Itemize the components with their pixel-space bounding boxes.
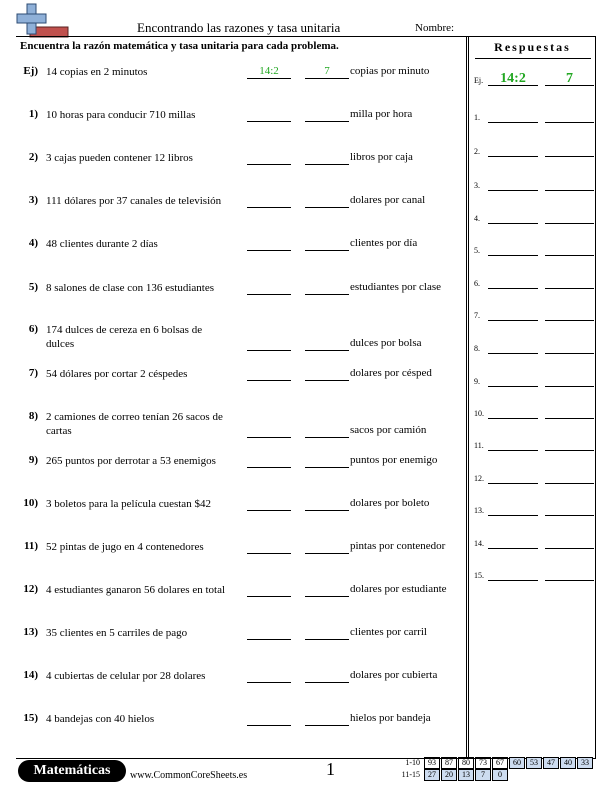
problem-number: 11) — [23, 540, 38, 552]
score-cell: 47 — [543, 757, 559, 769]
answer-ratio-blank[interactable] — [488, 339, 538, 354]
answer-row — [474, 209, 594, 229]
score-cell: 0 — [492, 769, 508, 781]
answer-number: 5. — [474, 246, 480, 255]
problem-number: 15) — [23, 712, 38, 724]
answer-rate-blank[interactable] — [545, 176, 594, 191]
unit-label: sacos por camión — [350, 424, 427, 436]
rate-blank[interactable] — [305, 281, 349, 295]
answer-number: 12. — [474, 474, 484, 483]
answer-number: 13. — [474, 506, 484, 515]
problem-number: 3) — [28, 194, 38, 206]
answer-rate-blank[interactable]: 7 — [545, 71, 594, 86]
answer-number: 14. — [474, 539, 484, 548]
ratio-blank[interactable] — [247, 497, 291, 511]
problem-row — [16, 454, 466, 494]
answer-rate-blank[interactable] — [545, 339, 594, 354]
ratio-blank[interactable] — [247, 151, 291, 165]
problem-text: 111 dólares por 37 canales de televisión — [46, 195, 222, 207]
answer-row — [474, 566, 594, 586]
ratio-blank[interactable] — [247, 237, 291, 251]
answer-row — [474, 176, 594, 196]
problem-row — [16, 65, 466, 105]
answer-rate-blank[interactable] — [545, 108, 594, 123]
problem-row — [16, 410, 466, 450]
problem-text: 8 salones de clase con 136 estudiantes — [46, 282, 215, 294]
unit-label: clientes por día — [350, 237, 418, 249]
unit-label: dolares por canal — [350, 194, 426, 206]
rate-blank[interactable] — [305, 367, 349, 381]
score-cell: 53 — [526, 757, 542, 769]
score-cell: 20 — [441, 769, 457, 781]
answer-row — [474, 241, 594, 261]
unit-label: estudiantes por clase — [350, 281, 442, 293]
ratio-blank[interactable] — [247, 194, 291, 208]
rate-blank[interactable] — [305, 540, 349, 554]
unit-label: copias por minuto — [350, 65, 430, 77]
score-row-label: 11-15 — [401, 770, 420, 779]
problem-text: 35 clientes en 5 carriles de pago — [46, 627, 188, 639]
rate-blank[interactable] — [305, 424, 349, 438]
answer-row — [474, 404, 594, 424]
unit-label: milla por hora — [350, 108, 413, 120]
rate-blank[interactable] — [305, 454, 349, 468]
unit-label: puntos por enemigo — [350, 454, 438, 466]
answer-ratio-blank[interactable] — [488, 566, 538, 581]
problem-row — [16, 540, 466, 580]
answer-rate-blank[interactable] — [545, 142, 594, 157]
answer-number: 6. — [474, 279, 480, 288]
ratio-blank[interactable] — [247, 454, 291, 468]
answer-ratio-blank[interactable] — [488, 372, 538, 387]
answer-number: 7. — [474, 311, 480, 320]
problem-number: 10) — [23, 497, 38, 509]
answer-ratio-blank[interactable]: 14:2 — [488, 71, 538, 86]
answer-rate-blank[interactable] — [545, 501, 594, 516]
problem-number: 8) — [28, 410, 38, 422]
answer-row — [474, 108, 594, 128]
answer-rate-blank[interactable] — [545, 469, 594, 484]
answer-ratio-blank[interactable] — [488, 209, 538, 224]
answer-number: Ej. — [474, 76, 484, 85]
unit-label: dolares por césped — [350, 367, 432, 379]
answer-ratio-blank[interactable] — [488, 436, 538, 451]
answer-number: 15. — [474, 571, 484, 580]
problem-text: 4 estudiantes ganaron 56 dolares en total — [46, 584, 226, 596]
ratio-blank[interactable] — [247, 367, 291, 381]
answer-ratio-blank[interactable] — [488, 404, 538, 419]
problem-text: 10 horas para conducir 710 millas — [46, 109, 196, 121]
answer-row — [474, 372, 594, 392]
answer-ratio-blank[interactable] — [488, 274, 538, 289]
unit-label: dolares por estudiante — [350, 583, 447, 595]
brand-badge: Matemáticas — [18, 760, 126, 782]
unit-label: clientes por carril — [350, 626, 427, 638]
answer-row — [474, 142, 594, 162]
rate-blank[interactable]: 7 — [305, 65, 349, 79]
answer-rate-blank[interactable] — [545, 534, 594, 549]
ratio-blank[interactable]: 14:2 — [247, 65, 291, 79]
answer-heading: Respuestas — [494, 40, 571, 54]
score-cell: 73 — [475, 757, 491, 769]
worksheet-title: Encontrando las razones y tasa unitaria — [137, 20, 341, 35]
score-cell: 67 — [492, 757, 508, 769]
answer-rate-blank[interactable] — [545, 209, 594, 224]
answer-ratio-blank[interactable] — [488, 142, 538, 157]
answer-number: 2. — [474, 147, 480, 156]
problem-row — [16, 712, 466, 752]
answer-row — [474, 469, 594, 489]
score-cell: 13 — [458, 769, 474, 781]
answer-rate-blank[interactable] — [545, 372, 594, 387]
problem-text: 48 clientes durante 2 días — [46, 238, 158, 250]
ratio-blank[interactable] — [247, 337, 291, 351]
unit-label: hielos por bandeja — [350, 712, 431, 724]
problem-text: 174 dulces de cereza en 6 bolsas de dulces — [46, 324, 203, 350]
problem-row — [16, 108, 466, 148]
answer-rate-blank[interactable] — [545, 436, 594, 451]
answer-heading-underline — [475, 58, 591, 59]
score-cell: 87 — [441, 757, 457, 769]
answer-rate-blank[interactable] — [545, 241, 594, 256]
answer-number: 1. — [474, 113, 480, 122]
ratio-blank[interactable] — [247, 108, 291, 122]
rate-blank[interactable] — [305, 237, 349, 251]
rate-blank[interactable] — [305, 583, 349, 597]
problem-text: 2 camiones de correo tenían 26 sacos de cartas — [46, 411, 223, 437]
answer-ratio-blank[interactable] — [488, 241, 538, 256]
rate-blank[interactable] — [305, 712, 349, 726]
answer-row — [474, 501, 594, 521]
ratio-blank[interactable] — [247, 626, 291, 640]
problem-number: 9) — [28, 454, 38, 466]
unit-label: dulces por bolsa — [350, 337, 422, 349]
problem-text: 3 cajas pueden contener 12 libros — [46, 152, 193, 164]
ratio-blank[interactable] — [247, 712, 291, 726]
answer-rate-blank[interactable] — [545, 566, 594, 581]
answer-ratio-blank[interactable] — [488, 306, 538, 321]
problem-number: 1) — [28, 108, 38, 120]
rate-blank[interactable] — [305, 669, 349, 683]
problem-row — [16, 194, 466, 234]
problem-number: 2) — [28, 151, 38, 163]
problem-number: 14) — [23, 669, 38, 681]
problem-number: 5) — [28, 281, 38, 293]
problem-number: 13) — [23, 626, 38, 638]
answer-number: 3. — [474, 181, 480, 190]
answer-row — [474, 339, 594, 359]
problem-number: 6) — [28, 323, 38, 335]
answer-number: 10. — [474, 409, 484, 418]
unit-label: dolares por cubierta — [350, 669, 438, 681]
ratio-blank[interactable] — [247, 424, 291, 438]
score-cell: 60 — [509, 757, 525, 769]
rate-blank[interactable] — [305, 194, 349, 208]
problem-row — [16, 237, 466, 277]
problem-text: 3 boletos para la película cuestan $42 — [46, 498, 211, 510]
unit-label: libros por caja — [350, 151, 413, 163]
unit-label: dolares por boleto — [350, 497, 430, 509]
rate-blank[interactable] — [305, 337, 349, 351]
problem-row — [16, 367, 466, 407]
answer-ratio-blank[interactable] — [488, 176, 538, 191]
score-row-label: 1-10 — [405, 758, 420, 767]
rate-blank[interactable] — [305, 626, 349, 640]
answer-ratio-blank[interactable] — [488, 469, 538, 484]
problem-number: Ej) — [23, 65, 38, 77]
unit-label: pintas por contenedor — [350, 540, 446, 552]
rate-blank[interactable] — [305, 151, 349, 165]
answer-number: 4. — [474, 214, 480, 223]
answer-number: 8. — [474, 344, 480, 353]
answer-row — [474, 306, 594, 326]
score-cell: 93 — [424, 757, 440, 769]
score-cell: 27 — [424, 769, 440, 781]
problem-number: 12) — [23, 583, 38, 595]
problem-number: 4) — [28, 237, 38, 249]
answer-ratio-blank[interactable] — [488, 501, 538, 516]
answer-row — [474, 274, 594, 294]
problem-text: 52 pintas de jugo en 4 contenedores — [46, 541, 204, 553]
instructions: Encuentra la razón matemática y tasa unitaria para cada problema. — [20, 40, 339, 52]
answer-rate-blank[interactable] — [545, 306, 594, 321]
name-label: Nombre: — [415, 22, 455, 34]
problem-text: 14 copias en 2 minutos — [46, 66, 148, 78]
answer-ratio-blank[interactable] — [488, 108, 538, 123]
problem-text: 265 puntos por derrotar a 53 enemigos — [46, 455, 216, 467]
answer-row — [474, 436, 594, 456]
math-logo-icon — [16, 3, 72, 39]
score-cell: 40 — [560, 757, 576, 769]
problem-row — [16, 626, 466, 666]
ratio-blank[interactable] — [247, 281, 291, 295]
problem-text: 4 bandejas con 40 hielos — [46, 713, 155, 725]
page-number: 1 — [326, 759, 335, 779]
problem-row — [16, 583, 466, 623]
score-cell: 33 — [577, 757, 593, 769]
answer-number: 9. — [474, 377, 480, 386]
answer-rate-blank[interactable] — [545, 274, 594, 289]
rate-blank[interactable] — [305, 497, 349, 511]
problem-row — [16, 151, 466, 191]
ratio-blank[interactable] — [247, 540, 291, 554]
problem-text: 54 dólares por cortar 2 céspedes — [46, 368, 188, 380]
answer-rate-blank[interactable] — [545, 404, 594, 419]
problem-row — [16, 281, 466, 321]
problem-row — [16, 669, 466, 709]
problem-row — [16, 323, 466, 363]
answer-number: 11. — [474, 441, 484, 450]
problem-number: 7) — [28, 367, 38, 379]
ratio-blank[interactable] — [247, 669, 291, 683]
ratio-blank[interactable] — [247, 583, 291, 597]
site-url: www.CommonCoreSheets.es — [130, 770, 248, 781]
score-cell: 7 — [475, 769, 491, 781]
answer-row — [474, 71, 594, 91]
answer-row — [474, 534, 594, 554]
problem-row — [16, 497, 466, 537]
answer-ratio-blank[interactable] — [488, 534, 538, 549]
rate-blank[interactable] — [305, 108, 349, 122]
score-cell: 80 — [458, 757, 474, 769]
problem-text: 4 cubiertas de celular por 28 dolares — [46, 670, 206, 682]
